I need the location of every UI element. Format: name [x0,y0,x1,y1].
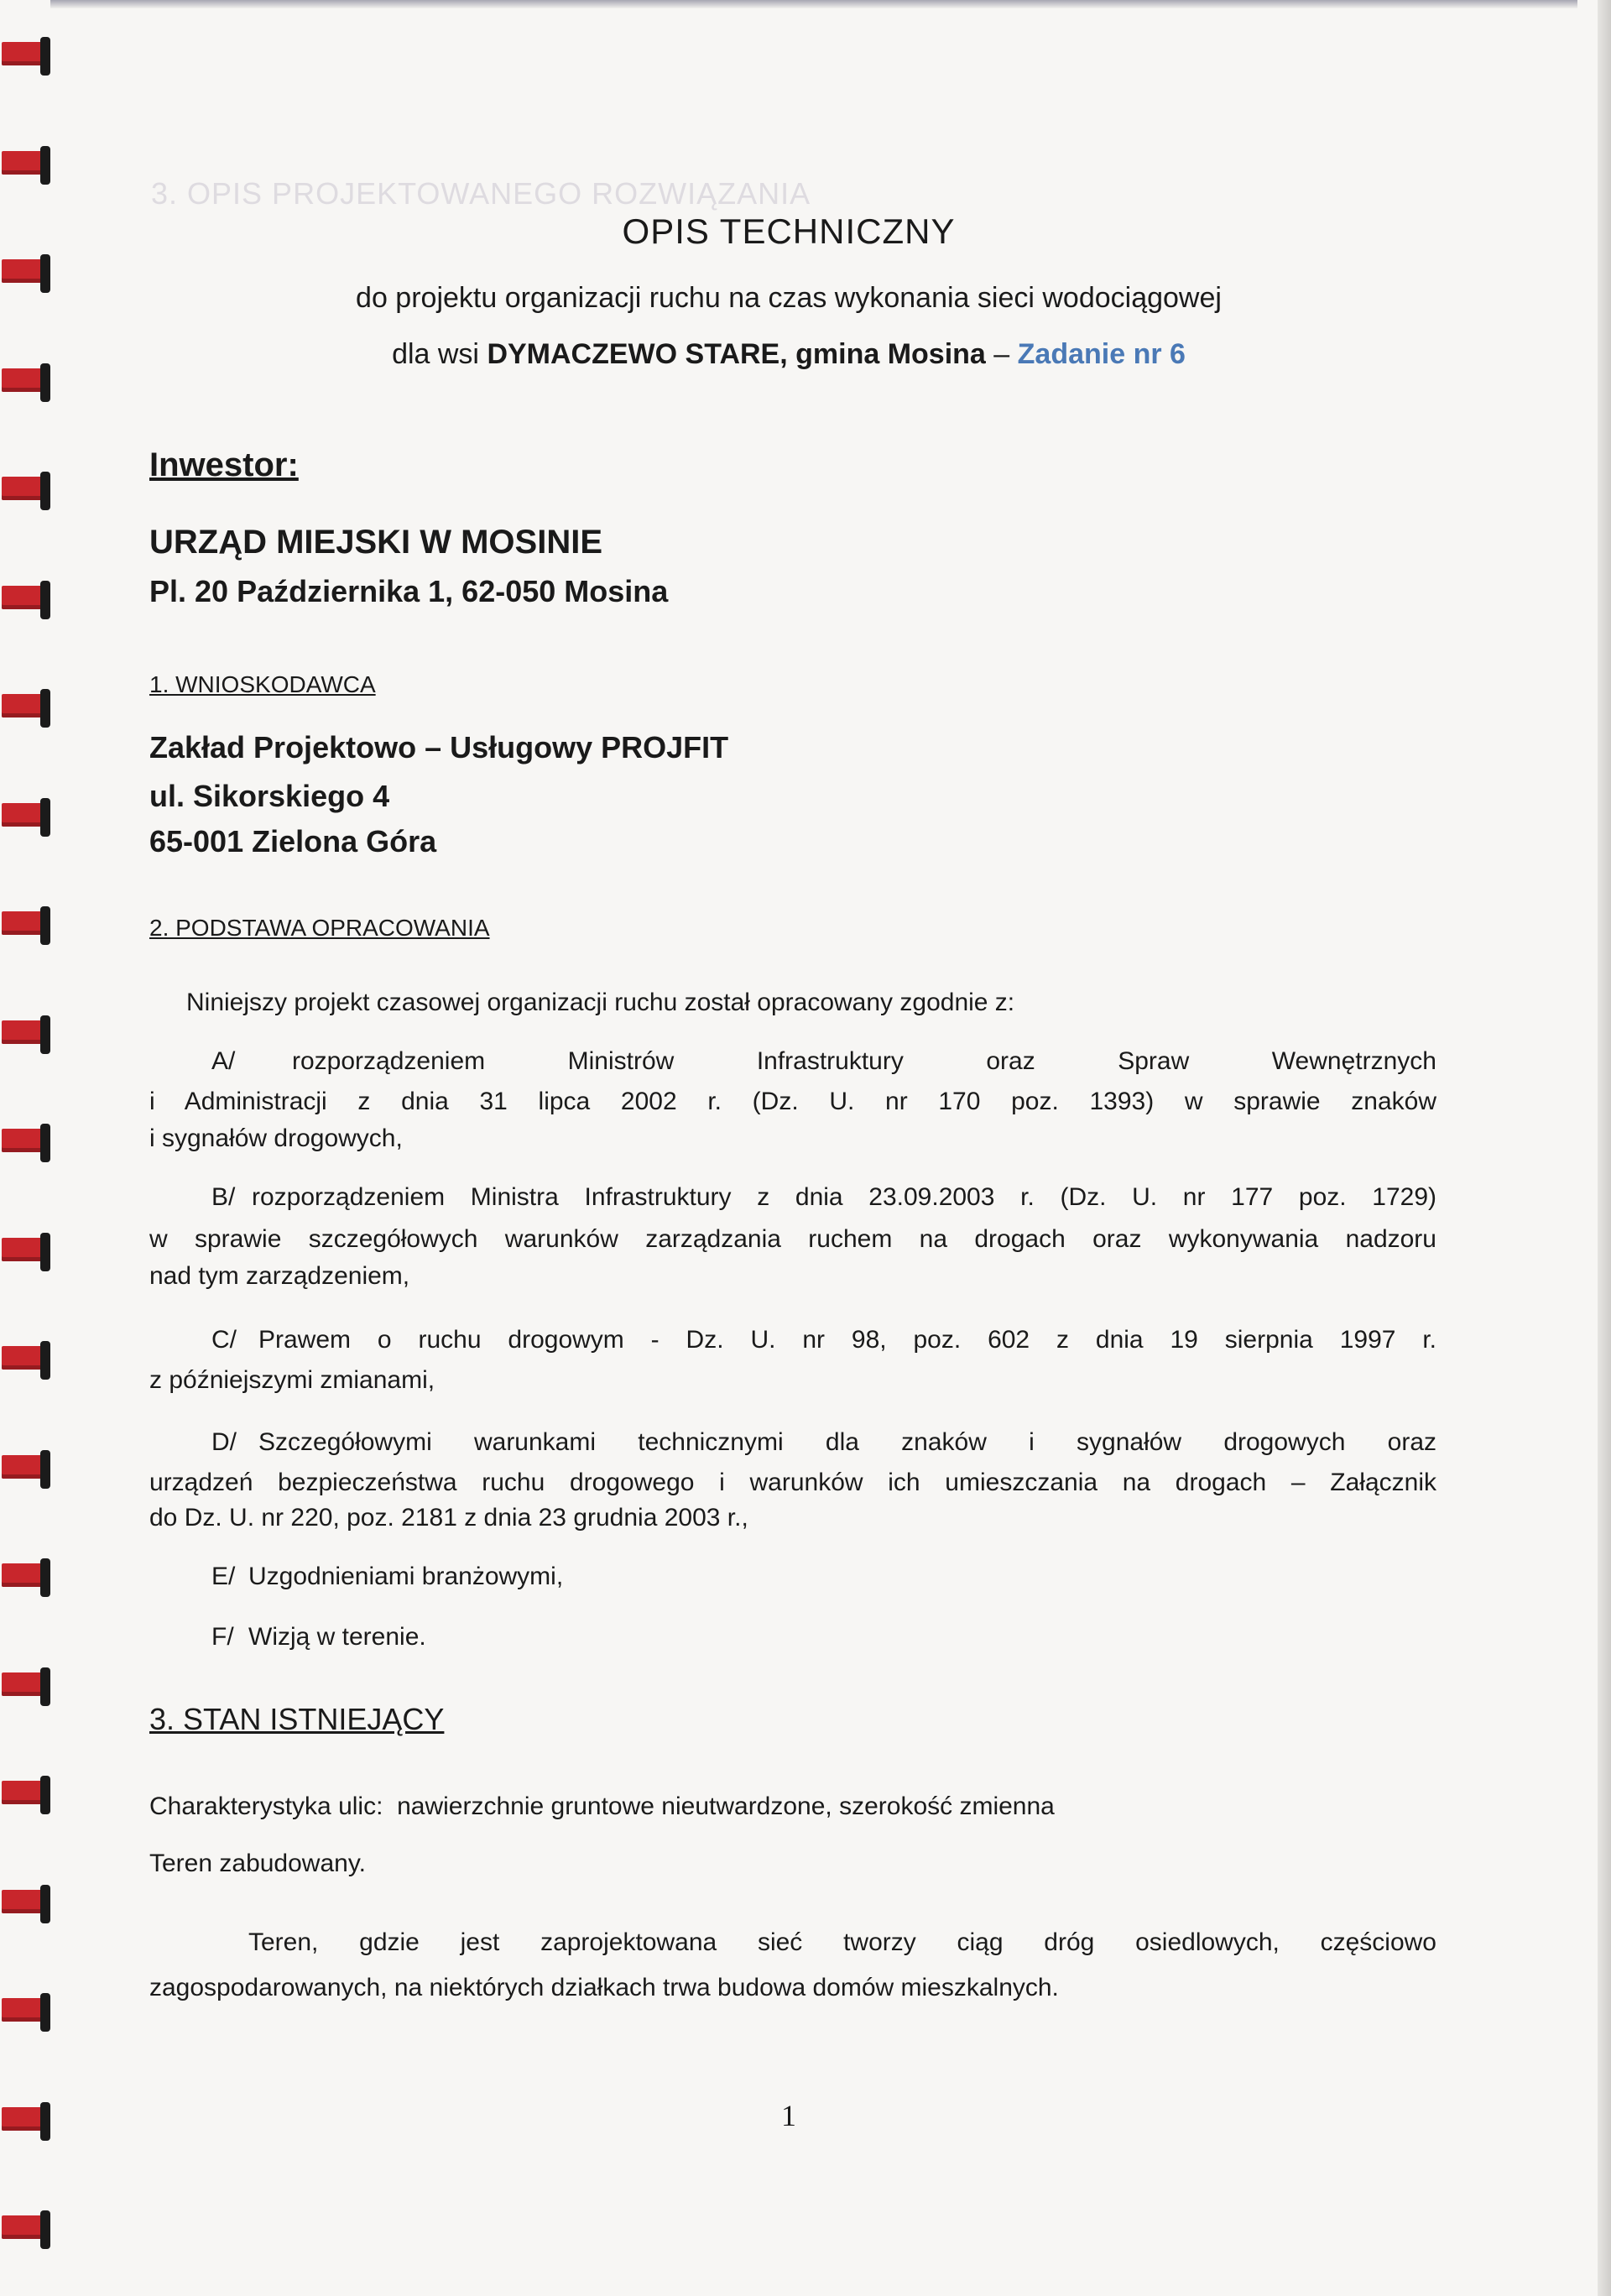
binding-ring-bar [2,477,45,500]
binding-ring [2,1338,55,1385]
binding-ring [2,1772,55,1819]
item-d-line2: urządzeń bezpieczeństwa ruchu drogowego i warunków ich umieszczania na drogach – Załącznik [149,1469,1436,1496]
item-c-line2: z późniejszymi zmianami, [149,1366,435,1394]
binding-ring [2,2207,55,2254]
binding-ring-bar [2,1346,45,1370]
section-2-title: 2. PODSTAWA OPRACOWANIA [149,915,490,941]
binding-ring [2,686,55,733]
binding-ring-bar [2,1672,45,1696]
section-1-title: 1. WNIOSKODAWCA [149,671,376,697]
item-e-text: Uzgodnieniami branżowymi, [248,1563,564,1590]
applicant-name: Zakład Projektowo – Usługowy PROJFIT [149,730,729,764]
binding-ring-tip [40,1667,50,1706]
final-paragraph-line2: zagospodarowanych, na niektórych działkach trwa budowa domów mieszkalnych. [149,1974,1059,2001]
bleed-through-heading: 3. OPIS PROJEKTOWANEGO ROZWIĄZANIA [151,176,811,211]
streets-text: nawierzchnie gruntowe nieutwardzone, szerokość zmienna [397,1792,1055,1820]
binding-ring-bar [2,586,45,609]
binding-ring-bar [2,1781,45,1804]
binding-ring-tip [40,146,50,185]
document-title: OPIS TECHNICZNY [622,211,956,251]
binding-ring [2,1120,55,1167]
binding-ring [2,1447,55,1494]
binding-ring-bar [2,1563,45,1587]
streets-line [149,1792,1055,1821]
binding-ring-tip [40,472,50,510]
binding-ring-bar [2,1998,45,2022]
binding-ring-bar [2,2215,45,2239]
item-b-line1: rozporządzeniem Ministra Infrastruktury z dnia 23.09.2003 r. (Dz. U. nr 177 poz. 1729) [252,1183,1436,1211]
binding-ring-tip [40,1015,50,1054]
binding-ring [2,577,55,624]
binding-ring [2,1012,55,1059]
document-subtitle-line2 [0,338,1577,371]
binding-ring [2,1990,55,2037]
binding-ring-tip [40,1885,50,1923]
item-c-label: C/ [211,1326,237,1354]
binding-ring [2,903,55,950]
item-b-line3: nad tym zarządzeniem, [149,1262,410,1290]
binding-ring-tip [40,37,50,76]
final-paragraph-line1: Teren, gdzie jest zaprojektowana sieć tworzy ciąg dróg osiedlowych, częściowo [248,1928,1436,1956]
binding-ring-bar [2,42,45,65]
applicant-street: ul. Sikorskiego 4 [149,779,390,813]
binding-ring-tip [40,1341,50,1380]
binding-ring [2,1229,55,1276]
binding-ring [2,143,55,190]
binding-ring-tip [40,1124,50,1162]
item-a-line1 [292,1047,1436,1076]
page-number: 1 [781,2099,796,2132]
binding-ring-tip [40,689,50,728]
item-f-label: F/ [211,1623,234,1651]
section-2-intro: Niniejszy projekt czasowej organizacji ruchu został opracowany zgodnie z: [186,989,1015,1016]
item-c-line1: Prawem o ruchu drogowym - Dz. U. nr 98, poz. 602 z dnia 19 sierpnia 1997 r. [258,1326,1436,1354]
subtitle-prefix: dla wsi [392,338,487,370]
binding-ring-tip [40,1233,50,1271]
binding-ring-tip [40,798,50,837]
streets-label: Charakterystyka ulic: [149,1792,383,1820]
applicant-city: 65-001 Zielona Góra [149,824,437,858]
binding-ring-bar [2,1238,45,1261]
section-3-title: 3. STAN ISTNIEJĄCY [149,1702,445,1736]
item-d-label: D/ [211,1428,237,1456]
item-e-label: E/ [211,1563,236,1590]
item-a-word: oraz [986,1047,1035,1075]
item-f-text: Wizją w terenie. [248,1623,426,1651]
item-d-line1: Szczegółowymi warunkami technicznymi dla znaków i sygnałów drogowych oraz [258,1428,1436,1456]
binding-ring-tip [40,1450,50,1489]
binding-ring [2,1555,55,1602]
scan-right-edge [1598,0,1611,2296]
item-a-line2: i Administracji z dnia 31 lipca 2002 r. (Dz. U. nr 170 poz. 1393) w sprawie znaków [149,1088,1436,1115]
binding-ring-bar [2,1890,45,1913]
item-b-label: B/ [211,1183,236,1211]
item-a-word: rozporządzeniem [292,1047,486,1075]
area-text: Teren zabudowany. [149,1850,366,1877]
binding-ring [2,1881,55,1928]
binding-ring-tip [40,1993,50,2032]
binding-ring-bar [2,259,45,283]
binding-ring-bar [2,1020,45,1044]
item-a-line3: i sygnałów drogowych, [149,1125,403,1152]
item-b-line2: w sprawie szczegółowych warunków zarządzania ruchem na drogach oraz wykonywania nadzoru [149,1225,1436,1253]
binding-ring-bar [2,151,45,175]
subtitle-task-number: Zadanie nr 6 [1017,338,1186,370]
subtitle-dash: – [985,338,1018,370]
binding-ring [2,468,55,515]
binding-ring-bar [2,368,45,392]
binding-ring-tip [40,1558,50,1597]
subtitle-village: DYMACZEWO STARE, gmina Mosina [487,338,986,370]
item-d-line3: do Dz. U. nr 220, poz. 2181 z dnia 23 grudnia 2003 r., [149,1504,748,1532]
binding-ring [2,795,55,842]
investor-address: Pl. 20 Października 1, 62-050 Mosina [149,574,669,608]
document-subtitle-line1: do projektu organizacji ruchu na czas wykonania sieci wodociągowej [356,282,1222,314]
item-a-word: Ministrów [567,1047,675,1075]
investor-name: URZĄD MIEJSKI W MOSINIE [149,524,603,561]
binding-ring-bar [2,803,45,827]
scan-top-edge [50,0,1577,8]
binding-ring [2,1664,55,1711]
investor-label: Inwestor: [149,446,299,483]
binding-ring-tip [40,581,50,619]
item-a-word: Wewnętrznych [1271,1047,1436,1075]
binding-ring-bar [2,1129,45,1152]
item-a-word: Infrastruktury [756,1047,904,1075]
binding-ring-tip [40,1776,50,1814]
binding-ring-bar [2,1455,45,1479]
item-a-label: A/ [211,1047,236,1075]
binding-ring-tip [40,2210,50,2249]
binding-ring-tip [40,906,50,945]
binding-ring-bar [2,911,45,935]
binding-ring-bar [2,694,45,718]
binding-ring [2,34,55,81]
item-a-word: Spraw [1118,1047,1190,1075]
